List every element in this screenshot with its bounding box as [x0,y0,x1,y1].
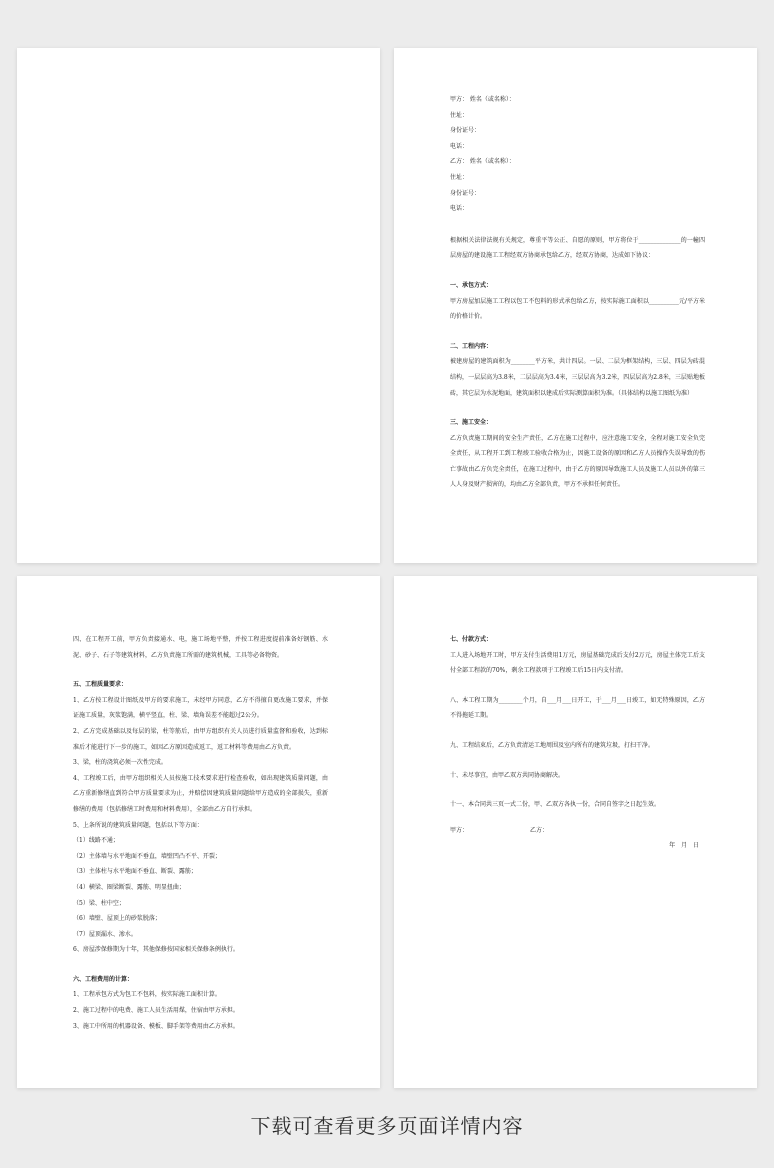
section-5-item: 4、工程竣工后，由甲方组织相关人员按施工技术要求进行检查验收，如出现建筑质量问题，由乙方重新修缮直到符合甲方质量要求为止，并赔偿因建筑质量问题给甲方造成的全部损失，重新修缮的费用（包括修缮工时费用和材料费用），全部由乙方自行承担。 [73,774,328,813]
section-1-text: 甲方房屋加层施工工程以包工不包料的形式承包给乙方，按实际施工面积以__________元/平方米的价格计价。 [450,297,705,321]
party-b-name: 乙方： 姓名（或名称）： [450,158,515,166]
section-8-text: 八、本工程工期为________个月，自___月___日开工，于___月___日竣工，如无特殊原因，乙方不得拖延工期。 [450,696,705,720]
party-b-phone: 电话： [450,205,469,213]
section-6-item: 2、施工过程中的电费、施工人员生活用煤，住宿由甲方承担。 [73,1007,239,1015]
section-6-item: 3、施工中所用的机器设备、模板、脚手架等费用由乙方承担。 [73,1022,239,1030]
section-5-item: （4）横梁、圈梁断裂、露筋、明显扭曲； [73,883,185,891]
section-10-text: 十、未尽事宜，由甲乙双方共同协商解决。 [450,771,565,779]
document-page-3 [17,576,380,1088]
signature-date: 年 月 日 [669,842,701,850]
section-5-item: （6）墙壁、屋顶上的砂浆脱落； [73,915,161,923]
party-a-address: 住址： [450,111,469,119]
section-6-item: 1、工程承包方式为包工不包料，按实际施工面积计算。 [73,991,221,999]
section-1-heading: 一、承包方式： [450,281,493,289]
party-a-id: 身份证号： [450,127,481,135]
section-2-text: 被建房屋的建筑面积为________平方米，共计四层。一层、二层为框架结构，三层、四层为砖混结构，一层层高为3.8米，二层层高为3.4米，三层层高为3.2米，四层层高为2.8米，三层贴地板砖，其它层为水泥地面，建筑面积以建成后实际测算面积为准。（具体结构以施工图纸为准） [450,358,705,397]
party-a-name: 甲方： 姓名（或名称）： [450,96,515,103]
section-5-item: 1、乙方按工程设计图纸及甲方的要求施工，未经甲方同意，乙方不得擅自更改施工要求，并保证施工质量，灰浆饱满，横平竖直，柱、梁、墙角误差不能超过2公分。 [73,696,328,720]
signature-party-a: 甲方： [450,826,469,834]
section-7-heading: 七、付款方式： [450,636,493,643]
section-5-item: （3）主体柱与水平地面不垂直、断裂、露筋； [73,868,197,876]
section-5-item: （7）屋顶漏水、渗水。 [73,930,137,938]
section-5-item: 2、乙方完成基础以及每层的梁，柱等筋后，由甲方组织有关人员进行质量监督和验收，达到标准后才能进行下一步的施工，如因乙方原因造成返工，返工材料等费用由乙方负责。 [73,727,328,751]
section-5-heading: 五、工程质量要求： [73,681,128,689]
section-5-item: （2）主体墙与水平地面不垂直，墙壁凹凸不平、开裂； [73,852,221,860]
section-5-item: （5）梁、柱中空； [73,899,125,907]
section-6-heading: 六、工程费用的计算： [73,975,134,983]
section-11-text: 十一、本合同共三页一式二份，甲、乙双方各执一份，合同自签字之日起生效。 [450,801,661,809]
section-9-text: 九、工程结束后，乙方负责清运工地周围及室内所有的建筑垃圾，打扫干净。 [450,741,655,749]
page-2-content [450,92,705,493]
intro-paragraph: 根据相关法律法规有关规定，尊重平等公正、自愿的原则，甲方将位于______________的一幢四层房屋的建设施工工程经双方协商承包给乙方，经双方协商，达成如下协议： [450,236,705,260]
party-b-id: 身份证号： [450,189,481,197]
party-a-phone: 电话： [450,142,469,150]
page-4-content [450,632,705,854]
section-2-heading: 二、工程内容： [450,342,493,350]
party-b-address: 住址： [450,173,469,181]
section-3-heading: 三、施工安全： [450,419,493,427]
signature-line [450,823,705,839]
section-3-text: 乙方负责施工期间的安全生产责任，乙方在施工过程中，应注意施工安全，全程对施工安全负完全责任，从工程开工到工程竣工验收合格为止，因施工设备的原因和乙方人员操作失误导致的伤亡事故由乙方负完全责任，在施工过程中，由于乙方的原因导致施工人员及施工人员以外的第三人人身及财产损害的，均由乙方全部负责，甲方不承担任何责任。 [450,434,705,489]
document-page-1 [17,48,380,563]
section-7-text: 工人进入场地开工时，甲方支付生活费用1万元，房屋基础完成后支付2万元，房屋主体完工后支付全部工程款的70%，剩余工程款项于工程竣工后15日内支付清。 [450,651,705,675]
section-5-item: （1）线路不通； [73,837,119,845]
section-5-item: 5、上条所说的建筑质量问题，包括以下等方面： [73,821,203,829]
section-5-item: 6、房屋涉保修期为十年，其他保修按国家相关保修条例执行。 [73,946,239,954]
section-4-text: 四、在工程开工前，甲方负责接通水、电，施工场地平整，并按工程进度提前准备好钢筋、水泥、砂子、石子等建筑材料，乙方负责施工所需的建筑机械，工具等必备物资。 [73,636,328,659]
download-prompt[interactable]: 下载可查看更多页面详情内容 [250,1114,524,1138]
document-page-4 [394,576,757,1088]
document-page-2 [394,48,757,563]
section-5-item: 3、梁，柱的浇筑必须一次性完成。 [73,759,167,767]
page-3-content [73,632,328,1034]
signature-party-b: 乙方： [530,826,549,834]
